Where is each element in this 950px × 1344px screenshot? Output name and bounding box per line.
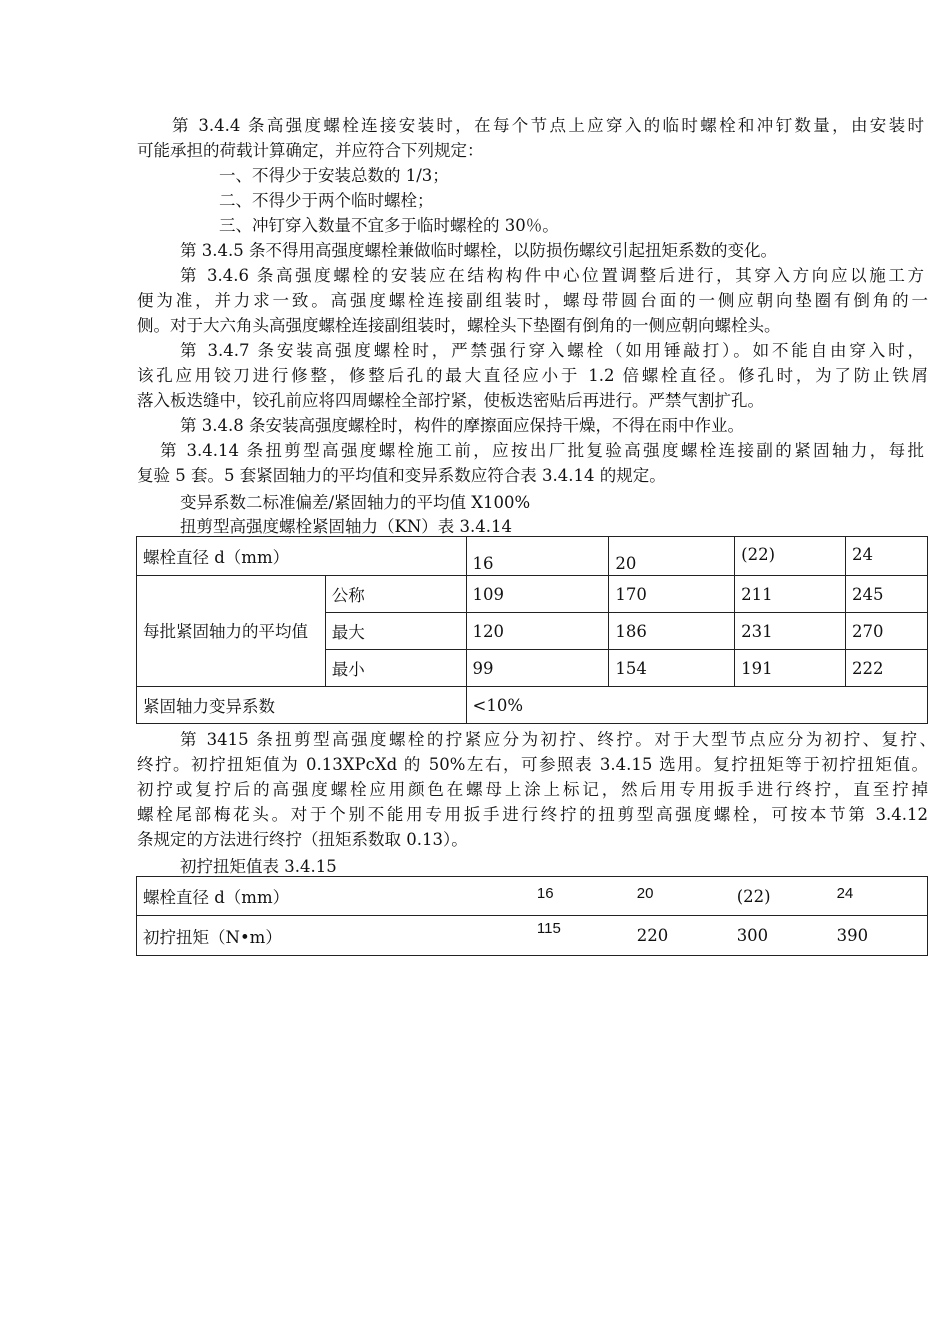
table-3-4-15-caption: 初拧扭矩值表 3.4.15 [180, 857, 337, 876]
paragraph-3-4-4-line2: 可能承担的荷载计算确定，并应符合下列规定： [137, 141, 484, 160]
paragraph-3-4-6-line2: 便为准，并力求一致。高强度螺栓连接副组装时，螺母带圆台面的一侧应朝向垫圈有倒角的一 [137, 291, 928, 310]
table-row [137, 576, 928, 613]
row-label-max: 最大 [325, 613, 466, 650]
table-cell: 270 [846, 613, 928, 650]
diameter-24-cell: 24 [846, 537, 928, 576]
torque-22-cell: 300 [731, 916, 831, 956]
table-header-row [137, 537, 928, 576]
table-cell: 170 [609, 576, 735, 613]
diameter-24-cell: 24 [831, 877, 928, 916]
paragraph-3-4-15-line4: 螺栓尾部梅花头。对于个别不能用专用扳手进行终拧的扭剪型高强度螺栓，可按本节第 3.4.12 [137, 805, 928, 824]
list-item-2: 二、不得少于两个临时螺栓； [219, 191, 434, 210]
table-cell: 222 [846, 650, 928, 687]
paragraph-3-4-5: 第 3.4.5 条不得用高强度螺栓兼做临时螺栓，以防损伤螺纹引起扭矩系数的变化。 [180, 241, 777, 260]
list-item-3: 三、冲钉穿入数量不宜多于临时螺栓的 30％。 [219, 216, 559, 235]
paragraph-3-4-7-line2: 该孔应用铰刀进行修整，修整后孔的最大直径应小于 1.2 倍螺栓直径。修孔时，为了防止铁屑 [137, 366, 928, 385]
table-cell: 191 [735, 650, 846, 687]
initial-torque-label: 初拧扭矩（N•m） [137, 916, 531, 956]
paragraph-3-4-4-line1: 第 3.4.4 条高强度螺栓连接安装时，在每个节点上应穿入的临时螺栓和冲钉数量，由安装时 [172, 116, 924, 135]
row-label-min: 最小 [325, 650, 466, 687]
table-3-4-14-caption: 扭剪型高强度螺栓紧固轴力（KN）表 3.4.14 [180, 517, 512, 536]
formula-line: 变异系数二标准偏差/紧固轴力的平均值 X100% [180, 493, 531, 512]
row-label-nominal: 公称 [325, 576, 466, 613]
paragraph-3-4-14-line1: 第 3.4.14 条扭剪型高强度螺栓施工前，应按出厂批复验高强度螺栓连接副的紧固轴力，每批 [160, 441, 924, 460]
table-cell: 99 [466, 650, 609, 687]
table-3-4-15 [136, 876, 928, 956]
paragraph-3-4-7-line1: 第 3.4.7 条安装高强度螺栓时，严禁强行穿入螺栓（如用锤敲打）。如不能自由穿入时， [180, 341, 924, 360]
table-3-4-14 [136, 536, 928, 724]
torque-20-cell: 220 [631, 916, 731, 956]
table-cell: 245 [846, 576, 928, 613]
table-row [137, 687, 928, 724]
paragraph-3-4-15-line3: 初拧或复拧后的高强度螺栓应用颜色在螺母上涂上标记，然后用专用扳手进行终拧，直至拧掉 [137, 780, 928, 799]
table-cell: 120 [466, 613, 609, 650]
diameter-header-cell: 螺栓直径 d（mm） [137, 877, 531, 916]
table-row [137, 916, 928, 956]
torque-24-cell: 390 [831, 916, 928, 956]
diameter-16-cell: 16 [466, 537, 609, 576]
variation-coefficient-label: 紧固轴力变异系数 [137, 687, 467, 724]
average-axial-force-label: 每批紧固轴力的平均值 [137, 576, 326, 687]
table-cell: 211 [735, 576, 846, 613]
table-cell: 231 [735, 613, 846, 650]
paragraph-3-4-15-line1: 第 3415 条扭剪型高强度螺栓的拧紧应分为初拧、终拧。对于大型节点应分为初拧、复拧、 [180, 730, 936, 749]
paragraph-3-4-8: 第 3.4.8 条安装高强度螺栓时，构件的摩擦面应保持干燥，不得在雨中作业。 [180, 416, 744, 435]
paragraph-3-4-14-line2: 复验 5 套。5 套紧固轴力的平均值和变异系数应符合表 3.4.14 的规定。 [137, 466, 666, 485]
table-cell: 109 [466, 576, 609, 613]
variation-coefficient-value: <10% [466, 687, 927, 724]
paragraph-3-4-7-line3: 落入板迭缝中，铰孔前应将四周螺栓全部拧紧，使板迭密贴后再进行。严禁气割扩孔。 [137, 391, 764, 410]
table-header-row [137, 877, 928, 916]
diameter-22-cell: (22) [735, 537, 846, 576]
list-item-1: 一、不得少于安装总数的 1/3； [219, 166, 449, 185]
diameter-22-cell: (22) [731, 877, 831, 916]
diameter-header-cell: 螺栓直径 d（mm） [137, 537, 467, 576]
diameter-20-cell: 20 [609, 537, 735, 576]
table-cell: 154 [609, 650, 735, 687]
paragraph-3-4-6-line3: 侧。对于大六角头高强度螺栓连接副组装时，螺栓头下垫圈有倒角的一侧应朝向螺栓头。 [137, 316, 781, 335]
paragraph-3-4-15-line2: 终拧。初拧扭矩值为 0.13XPcXd 的 50%左右，可参照表 3.4.15 选用。复拧扭矩等于初拧扭矩值。 [137, 755, 928, 774]
paragraph-3-4-15-line5: 条规定的方法进行终拧（扭矩系数取 0.13）。 [137, 830, 468, 849]
diameter-20-cell: 20 [631, 877, 731, 916]
table-cell: 186 [609, 613, 735, 650]
torque-16-cell: 115 [531, 916, 631, 956]
paragraph-3-4-6-line1: 第 3.4.6 条高强度螺栓的安装应在结构构件中心位置调整后进行，其穿入方向应以施工方 [180, 266, 924, 285]
diameter-16-cell: 16 [531, 877, 631, 916]
